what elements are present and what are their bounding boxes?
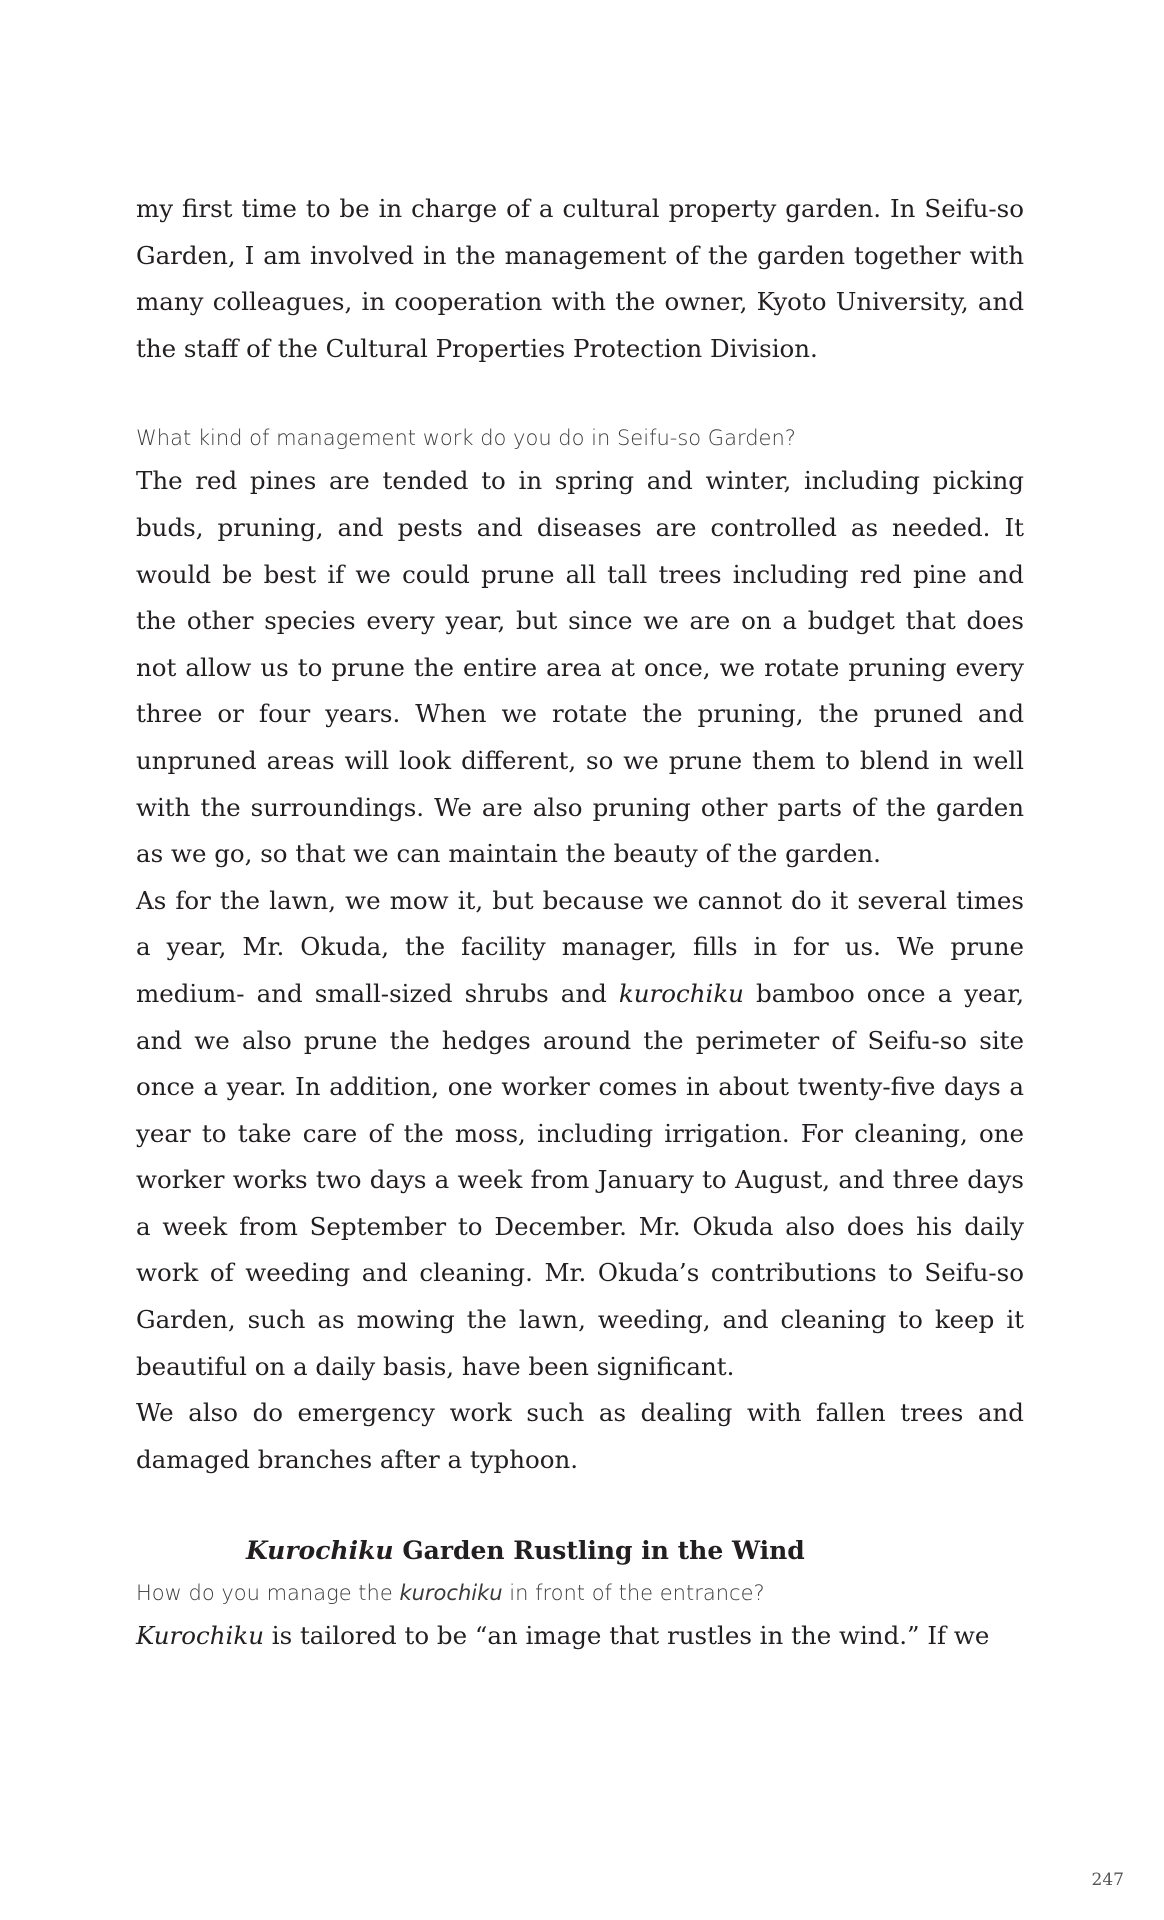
question-text-end: in front of the entrance? <box>502 1581 765 1606</box>
paragraph-emergency: We also do emergency work such as dealing with fallen trees and damaged branches after a typhoon. <box>136 1398 1024 1474</box>
paragraph-intro: my first time to be in charge of a cultural property garden. In Seifu-so Garden, I am involved in the management of the garden together with many colleagues, in cooperation with the owner, Kyoto University, and the staff of the Cultural Properties Protection Division. <box>136 194 1024 363</box>
kurochiku-term: kurochiku <box>618 978 744 1008</box>
answer-text: is tailored to be “an image that rustles in the wind.” If we <box>263 1621 990 1651</box>
paragraph-red-pines: The red pines are tended to in spring and winter, including picking buds, pruning, and pests and diseases are controlled as needed. It would be best if we could prune all tall trees including red pine and the other species every year, but since we are on a budget that does not allow us to prune the entire area at once, we rotate pruning every three or four years. When we rotate the pruning, the pruned and unpruned areas will look different, so we prune them to blend in well with the surroundings. We are also pruning other parts of the garden as we go, so that we can maintain the beauty of the garden. <box>136 466 1024 869</box>
section-heading <box>246 1529 1024 1573</box>
interview-question-management: What kind of management work do you do in Seifu-so Garden? <box>136 426 796 451</box>
paragraph-lawn <box>136 878 1024 1391</box>
heading-italic-term: Kurochiku <box>246 1536 394 1566</box>
lawn-text-start: As for the lawn, we mow it, but because we cannot do it several times a year, Mr. Okuda, the facility manager, fills in for us. We prune medium- and small-sized shrubs and <box>136 885 1024 1008</box>
answer-italic-term: Kurochiku <box>136 1621 264 1651</box>
heading-text: Garden Rustling in the Wind <box>393 1536 805 1566</box>
paragraph-kurochiku-answer <box>136 1613 1024 1660</box>
page-number: 247 <box>1091 1870 1124 1890</box>
interview-question-kurochiku <box>136 1573 1024 1613</box>
page-body <box>136 186 1024 1660</box>
lawn-text-end: bamboo once a year, and we also prune the hedges around the perimeter of Seifu-so site once a year. In addition, one worker comes in about twenty-five days a year to take care of the moss, including irrigation. For cleaning, one worker works two days a week from January to August, and three days a week from September to December. Mr. Okuda also does his daily work of weeding and cleaning. Mr. Okuda’s contributions to Seifu-so Garden, such as mowing the lawn, weeding, and cleaning to keep it beautiful on a daily basis, have been significant. <box>136 978 1024 1381</box>
question-text-start: How do you manage the <box>136 1581 400 1606</box>
question-italic-term: kurochiku <box>399 1581 503 1606</box>
